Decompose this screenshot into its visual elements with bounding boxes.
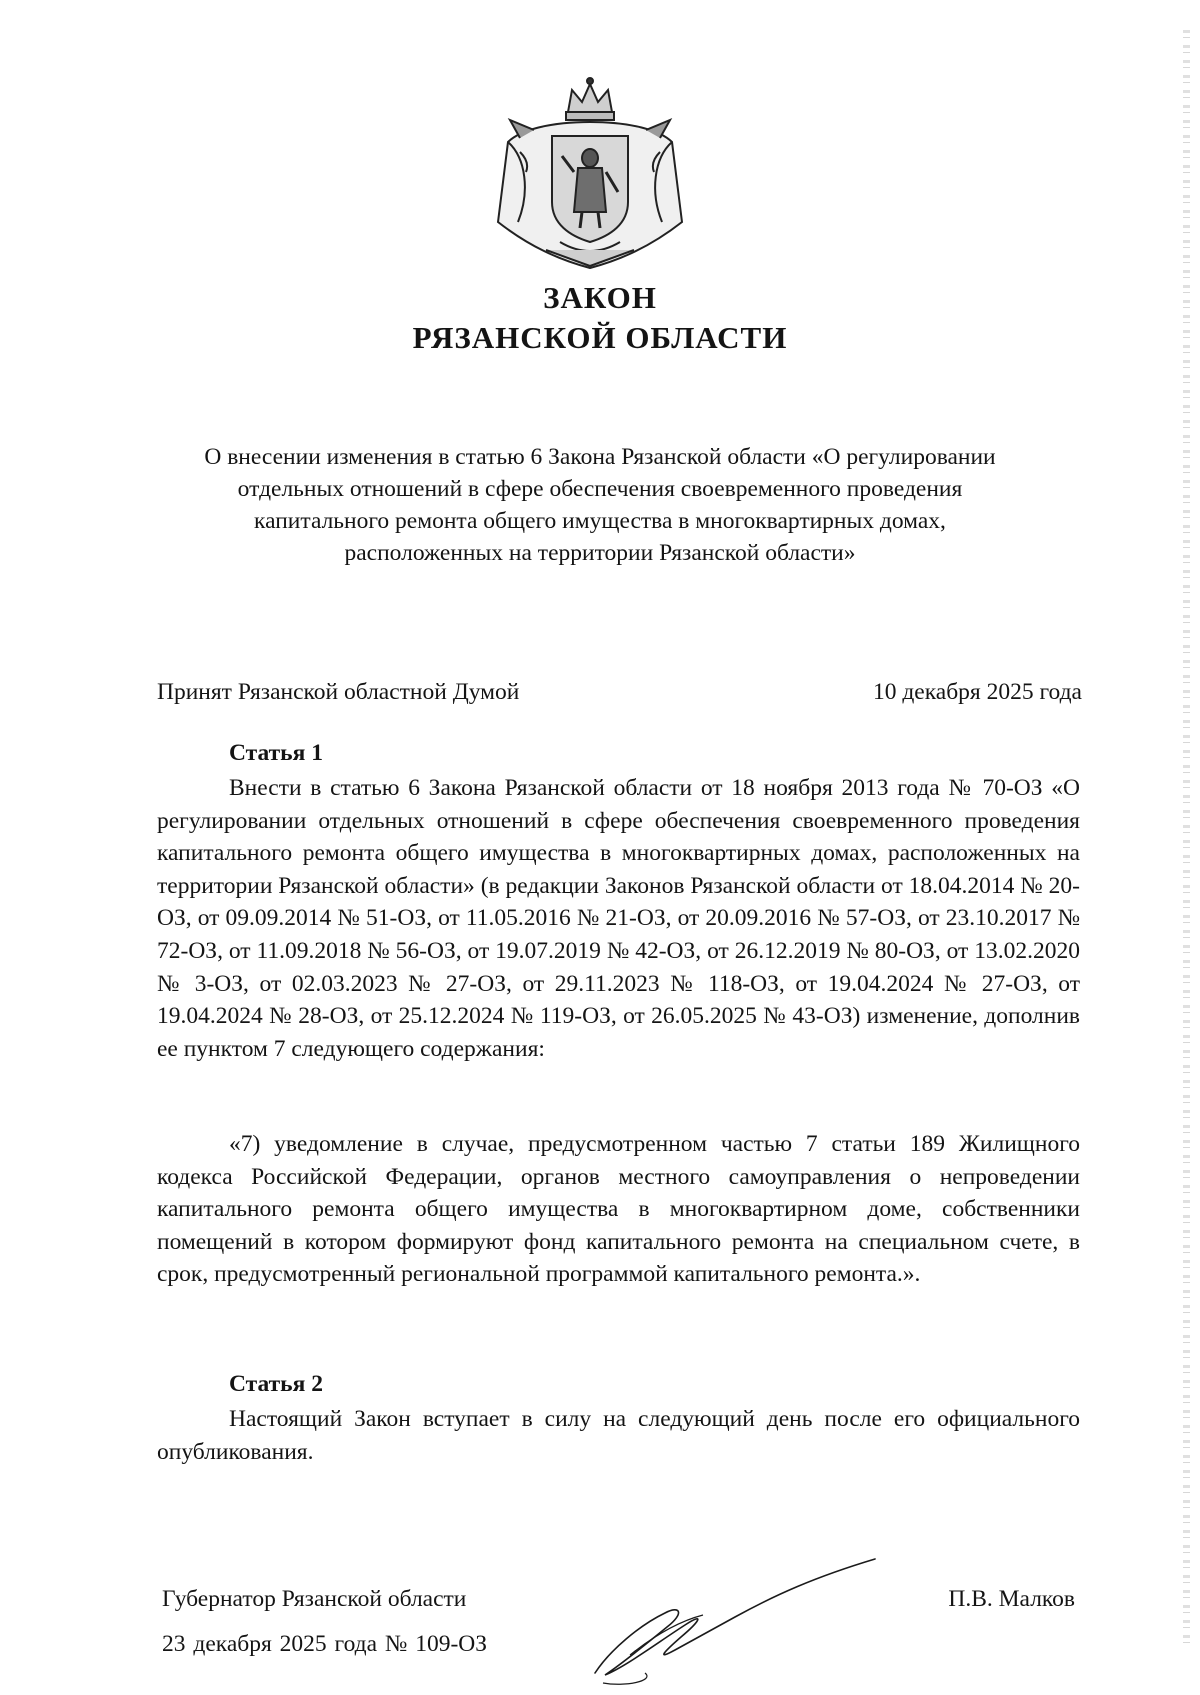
article-1-paragraph-1: Внести в статью 6 Закона Рязанской области от 18 ноября 2013 года № 70-ОЗ «О регулировании отдельных отношений в сфере обеспечения своевременного проведения капитального ремонта общего имущества в многоквартирных домах, расположенных на территории Рязанской области» (в редакции Законов Рязанской области от 18.04.2014 № 20-ОЗ, от 09.09.2014 № 51-ОЗ, от 11.05.2016 № 21-ОЗ, от 20.09.2016 № 57-ОЗ, от 23.10.2017 № 72-ОЗ, от 11.09.2018 № 56-ОЗ, от 19.07.2019 № 42-ОЗ, от 26.12.2019 № 80-ОЗ, от 13.02.2020 № 3-ОЗ, от 02.03.2023 № 27-ОЗ, от 29.11.2023 № 118-ОЗ, от 19.04.2024 № 27-ОЗ, от 19.04.2024 № 28-ОЗ, от 25.12.2024 № 119-ОЗ, от 26.05.2025 № 43-ОЗ) изменение, дополнив ее пунктом 7 следующего содержания: xyxy=(157,775,1080,1062)
adoption-row xyxy=(157,679,1082,706)
law-title: ЗАКОН xyxy=(543,280,657,315)
article-2-paragraph-1: Настоящий Закон вступает в силу на следующий день после его официального опубликования. xyxy=(157,1406,1080,1465)
signatory-name: П.В. Малков xyxy=(948,1586,1075,1612)
law-subject: О внесении изменения в статью 6 Закона Рязанской области «О регулировании отдельных отношений в сфере обеспечения своевременного проведения капитального ремонта общего имущества в многоквартирных домах, расположенных на территории Рязанской области» xyxy=(204,444,996,566)
article-1-paragraph-2: «7) уведомление в случае, предусмотренном частью 7 статьи 189 Жилищного кодекса Российской Федерации, органов местного самоуправления о непроведении капитального ремонта общего имущества в многоквартирном доме, собственники помещений в котором формируют фонд капитального ремонта на специальном счете, в срок, предусмотренный региональной программой капитального ремонта.». xyxy=(157,1131,1080,1288)
article-1-heading: Статья 1 xyxy=(229,740,323,766)
law-region-title: РЯЗАНСКОЙ ОБЛАСТИ xyxy=(412,320,788,355)
adopted-by: Принят Рязанской областной Думой xyxy=(157,679,520,705)
signing-date-and-number: 23 декабря 2025 года № 109-ОЗ xyxy=(162,1631,488,1657)
coat-of-arms-icon xyxy=(490,72,690,272)
article-2-heading: Статья 2 xyxy=(229,1371,323,1397)
adopted-date: 10 декабря 2025 года xyxy=(872,679,1082,705)
handwritten-signature-icon xyxy=(585,1555,885,1693)
scan-edge-artifact xyxy=(1183,30,1190,1650)
signatory-position: Губернатор Рязанской области xyxy=(162,1586,467,1612)
